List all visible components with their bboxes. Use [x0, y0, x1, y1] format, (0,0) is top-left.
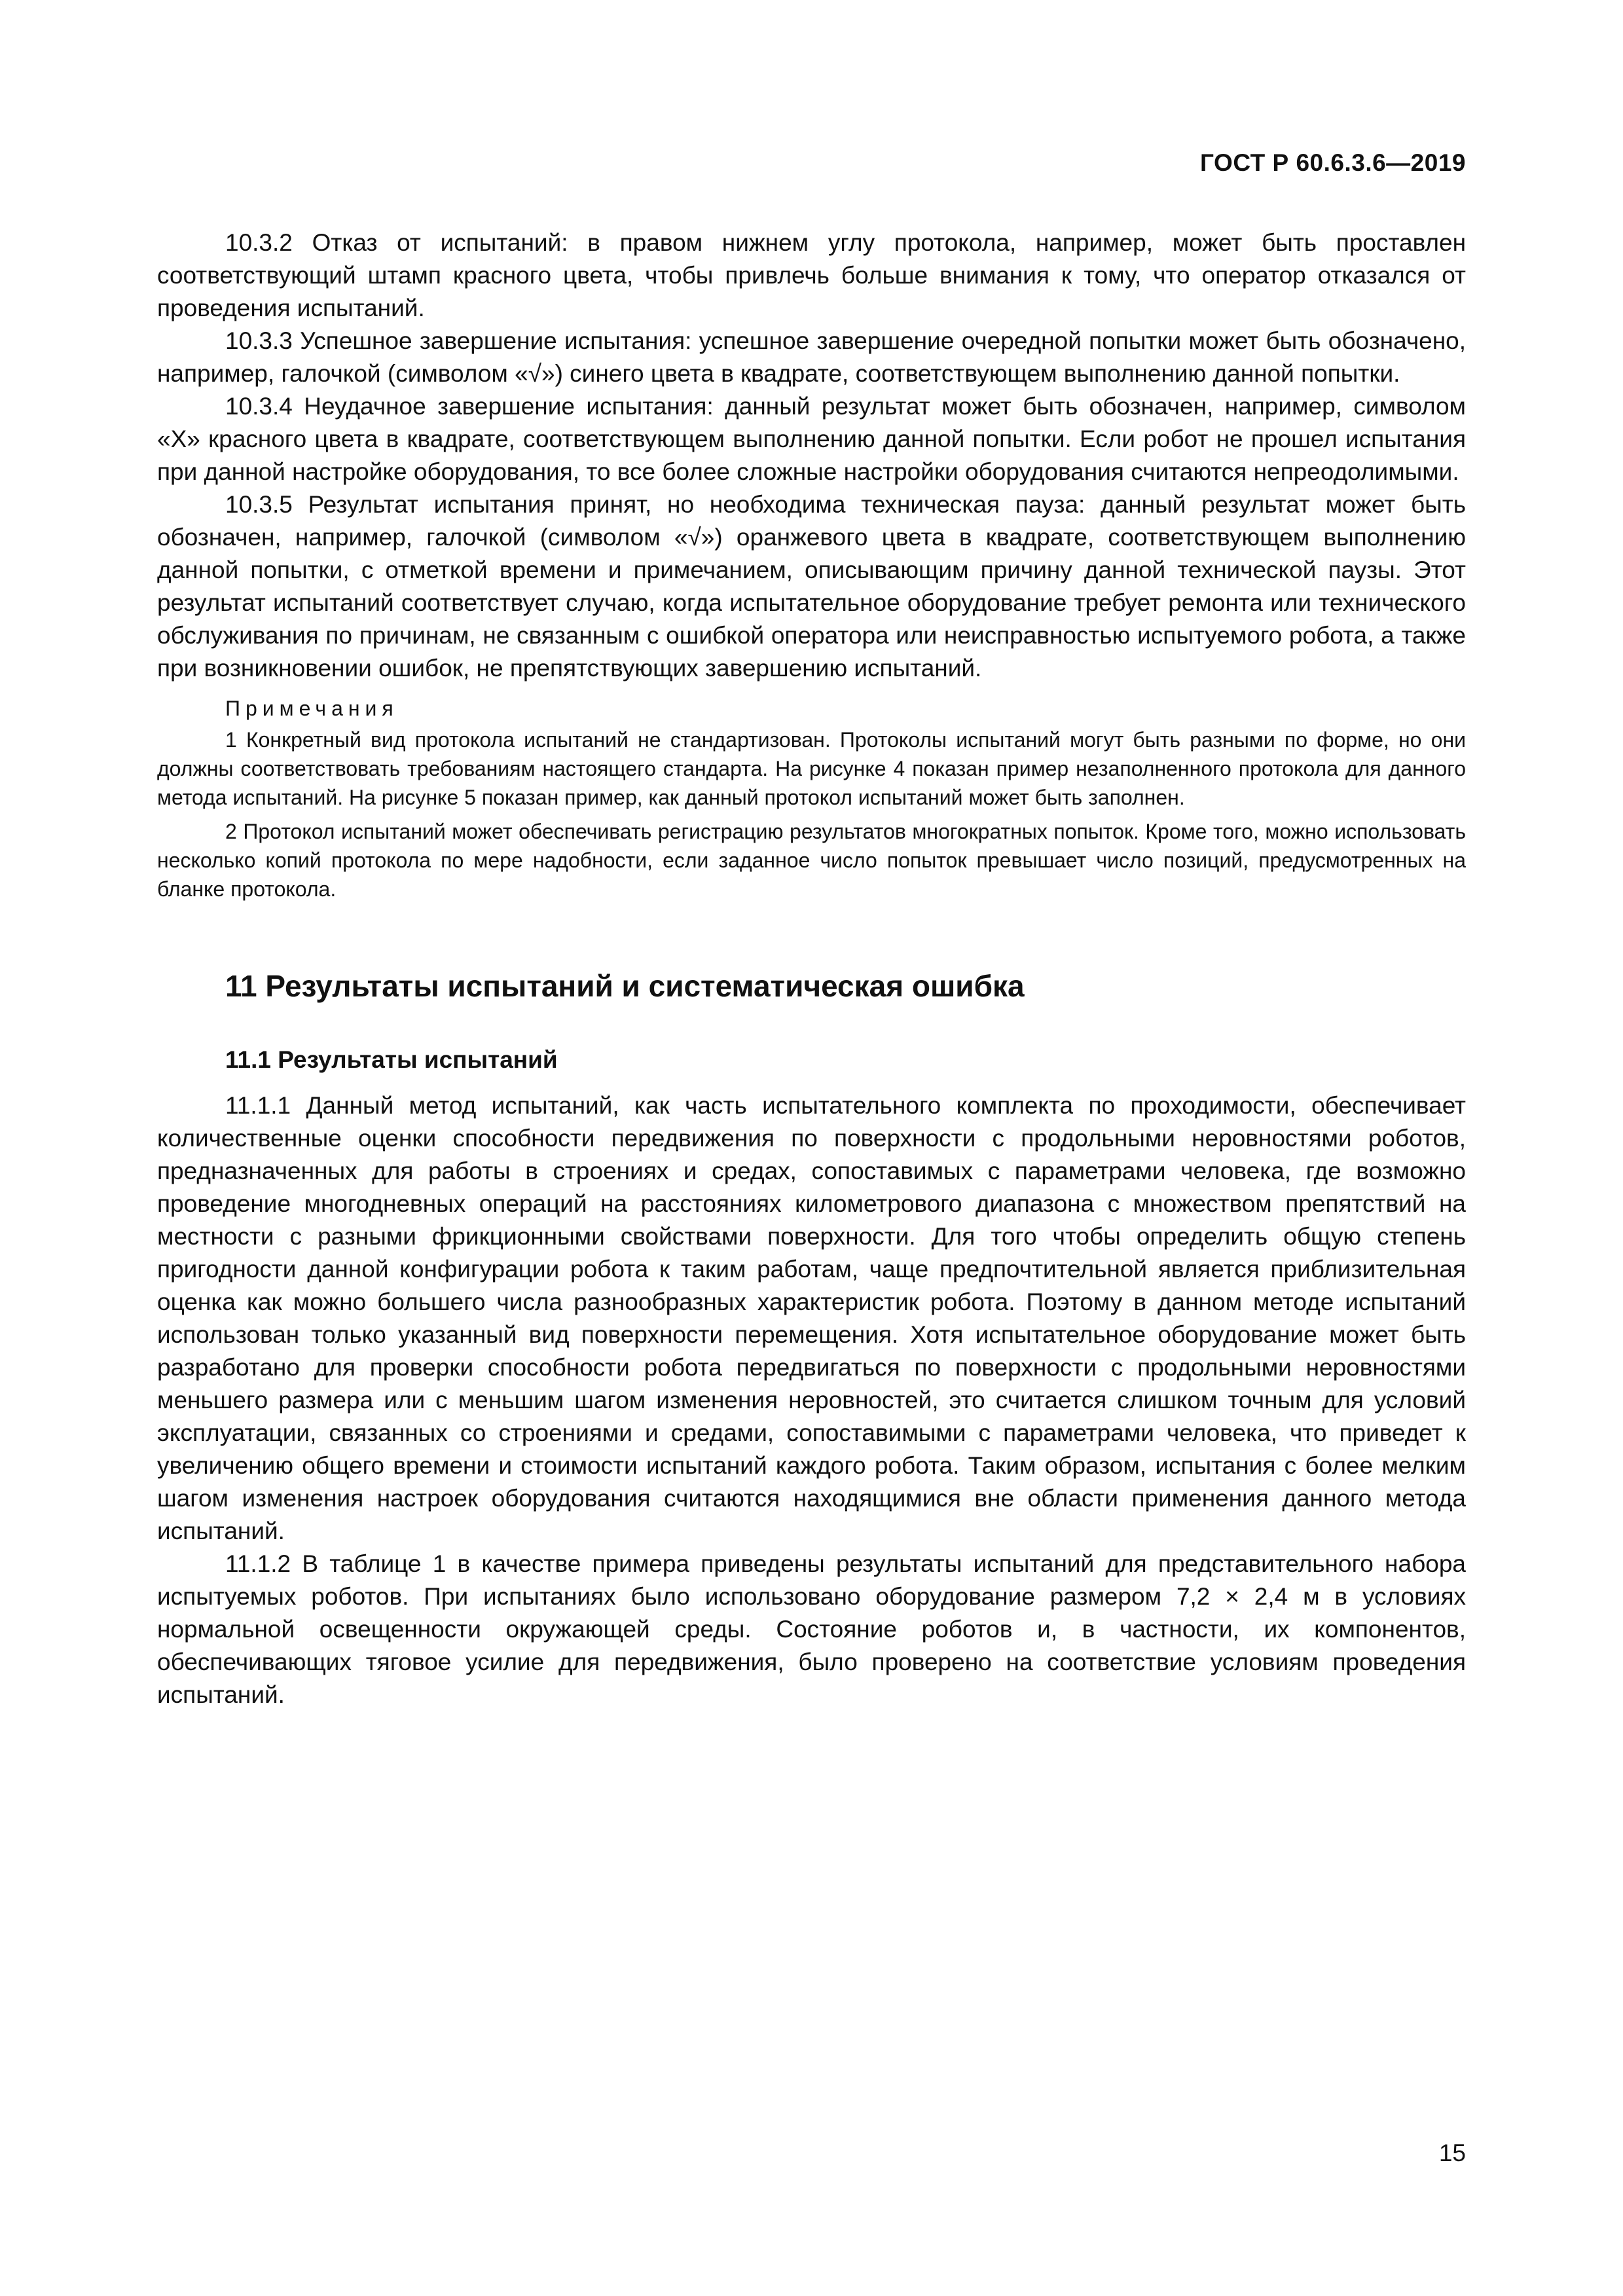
paragraph-10-3-3: 10.3.3 Успешное завершение испытания: успешное завершение очередной попытки может быть обозначено, например, галочкой (символом «√») синего цвета в квадрате, соответствующем выполнению данной попытки. — [157, 327, 1466, 387]
paragraph-10-3-4: 10.3.4 Неудачное завершение испытания: данный результат может быть обозначен, например, символом «X» красного цвета в квадрате, соответствующем выполнению данной попытки. Если робот не прошел испытания при данной настройке оборудования, то все более сложные настройки оборудования считаются непреодолимыми. — [157, 393, 1466, 485]
page-content — [157, 227, 1466, 1711]
paragraph-11-1-1: 11.1.1 Данный метод испытаний, как часть испытательного комплекта по проходимости, обеспечивает количественные оценки способности передвижения по поверхности с продольными неровностями роботов, предназначенных для работы в строениях и средах, сопоставимых с параметрами человека, где возможно проведение многодневных операций на расстояниях километрового диапазона с множеством препятствий на местности с разными фрикционными свойствами поверхности. Для того чтобы определить общую степень пригодности данной конфигурации робота к таким работам, чаще предпочтительной является приблизительная оценка как можно большего числа разнообразных характеристик робота. Поэтому в данном методе испытаний использован только указанный вид поверхности перемещения. Хотя испытательное оборудование может быть разработано для проверки способности робота передвигаться по поверхности с продольными неровностями меньшего размера или с меньшим шагом изменения неровностей, это считается слишком точным для условий эксплуатации, связанных со строениями и средами, сопоставимыми с параметрами человека, что приведет к увеличению общего времени и стоимости испытаний каждого робота. Таким образом, испытания с более мелким шагом изменения настроек оборудования считаются находящимися вне области применения данного метода испытаний. — [157, 1092, 1466, 1544]
document-code-header: ГОСТ Р 60.6.3.6—2019 — [1200, 149, 1466, 176]
notes-title: Примечания — [225, 697, 399, 720]
note-1: 1 Конкретный вид протокола испытаний не стандартизован. Протоколы испытаний могут быть разными по форме, но они должны соответствовать требованиям настоящего стандарта. На рисунке 4 показан пример незаполненного протокола для данного метода испытаний. На рисунке 5 показан пример, как данный протокол испытаний может быть заполнен. — [157, 728, 1466, 809]
paragraph-11-1-2: 11.1.2 В таблице 1 в качестве примера приведены результаты испытаний для представительного набора испытуемых роботов. При испытаниях было использовано оборудование размером 7,2 × 2,4 м в условиях нормальной освещенности окружающей среды. Состояние роботов и, в частности, их компонентов, обеспечивающих тяговое усилие для передвижения, было проверено на соответствие условиям проведения испытаний. — [157, 1550, 1466, 1708]
section-11-heading: 11 Результаты испытаний и систематическая ошибка — [225, 969, 1025, 1003]
page-number: 15 — [1438, 2140, 1466, 2166]
note-2: 2 Протокол испытаний может обеспечивать регистрацию результатов многократных попыток. Кроме того, можно использовать несколько копий протокола по мере надобности, если заданное число попыток превышает число позиций, предусмотренных на бланке протокола. — [157, 820, 1466, 901]
section-11-1-heading: 11.1 Результаты испытаний — [225, 1046, 558, 1073]
paragraph-10-3-5: 10.3.5 Результат испытания принят, но необходима техническая пауза: данный результат может быть обозначен, например, галочкой (символом «√») оранжевого цвета в квадрате, соответствующем выполнению данной попытки, с отметкой времени и примечанием, описывающим причину данной технической паузы. Этот результат испытаний соответствует случаю, когда испытательное оборудование требует ремонта или технического обслуживания по причинам, не связанным с ошибкой оператора или неисправностью испытуемого робота, а также при возникновении ошибок, не препятствующих завершению испытаний. — [157, 491, 1466, 682]
paragraph-10-3-2: 10.3.2 Отказ от испытаний: в правом нижнем углу протокола, например, может быть проставлен соответствующий штамп красного цвета, чтобы привлечь больше внимания к тому, что оператор отказался от проведения испытаний. — [157, 229, 1466, 321]
